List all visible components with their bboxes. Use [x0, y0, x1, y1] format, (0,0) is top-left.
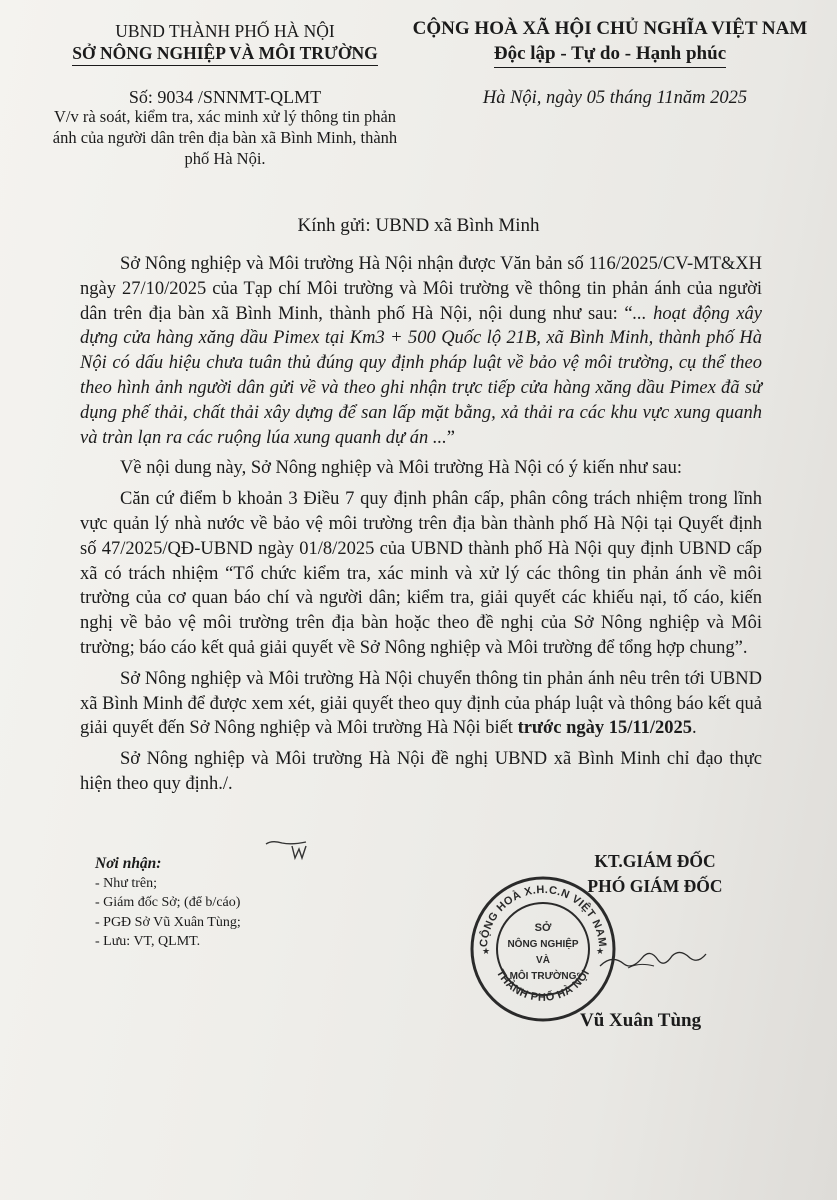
recipient-item: - Giám đốc Sở; (để b/cáo) [95, 895, 241, 910]
signature-authority: KT.GIÁM ĐỐC [594, 851, 716, 871]
recipients-label: Nơi nhận: [95, 855, 162, 872]
paragraph-2: Về nội dung này, Sở Nông nghiệp và Môi trường Hà Nội có ý kiến như sau: [120, 458, 683, 479]
country-name: CỘNG HOÀ XÃ HỘI CHỦ NGHĨA VIỆT NAM [412, 18, 808, 39]
stamp-outer-text: CỘNG HOÀ X.H.C.N VIỆT NAM [477, 883, 609, 948]
document-subject: V/v rà soát, kiểm tra, xác minh xử lý thông tin phản ánh của người dân trên địa bàn xã Bình Minh, thành phố Hà Nội. [52, 107, 398, 168]
issue-date: Hà Nội, ngày 05 tháng 11năm 2025 [482, 88, 748, 108]
greeting: Kính gửi: UBND xã Bình Minh [297, 215, 540, 236]
recipient-item: - Lưu: VT, QLMT. [95, 934, 201, 949]
stamp-line-1: SỞ [534, 922, 552, 934]
quote-close: ” [446, 427, 455, 448]
stamp-star-left-icon: ★ [482, 947, 491, 957]
recipients-block [95, 854, 395, 952]
letter-body [80, 252, 762, 797]
paragraph-4-lead: Sở Nông nghiệp và Môi trường Hà Nội chuyển thông tin phản ánh nêu trên tới UBND xã Bình Minh để được xem xét, giải quyết theo quy định của pháp luật và thông báo kết quả giải quyết đến Sở Nông nghiệp và Môi trường Hà Nội biết [80, 668, 762, 739]
signer-name: Vũ Xuân Tùng [580, 1010, 702, 1031]
national-title-block [410, 16, 810, 68]
paragraph-1-lead: Sở Nông nghiệp và Môi trường Hà Nội nhận được Văn bản số 116/2025/CV-MT&XH ngày 27/10/2025 của Tạp chí Môi trường và Môi trường về thông tin phản ánh của người dân trên địa bàn xã Bình Minh, thành phố Hà Nội, nội dung như sau: “ [80, 254, 762, 324]
recipient-item: - Như trên; [95, 875, 158, 891]
deadline: trước ngày 15/11/2025 [517, 718, 693, 739]
stamp-line-4: MÔI TRƯỜNG [509, 971, 577, 982]
reference-number: Số: 9034 /SNNMT-QLMT [128, 87, 322, 107]
signature-title: PHÓ GIÁM ĐỐC [587, 876, 723, 896]
issuer-name: SỞ NÔNG NGHIỆP VÀ MÔI TRƯỜNG [72, 42, 377, 66]
issuer-block [40, 20, 410, 66]
paragraph-1 [80, 252, 762, 450]
paragraph-5: Sở Nông nghiệp và Môi trường Hà Nội đề nghị UBND xã Bình Minh chỉ đạo thực hiện theo quy định./. [80, 749, 762, 794]
stamp-bottom-text: THÀNH PHỐ HÀ NỘI [493, 967, 593, 1004]
paragraph-4-end: . [692, 718, 697, 739]
recipient-item: - PGĐ Sở Vũ Xuân Tùng; [95, 914, 241, 930]
official-stamp [468, 874, 618, 1024]
quoted-report: ... hoạt động xây dựng cửa hàng xăng dầu Pimex tại Km3 + 500 Quốc lộ 21B, xã Bình Minh, thành phố Hà Nội có dấu hiệu chưa tuân thủ đúng quy định pháp luật về bảo vệ môi trường, cụ thể theo theo hình ảnh người dân gửi về và theo ghi nhận trực tiếp cửa hàng xăng dầu Pimex đã sử dụng phế thải, chất thải xây dựng để san lấp mặt bằng, xả thải ra các khu vực xung quanh và tràn lạn ra các ruộng lúa xung quanh dự án ... [80, 303, 763, 448]
paragraph-3: Căn cứ điểm b khoản 3 Điều 7 quy định phân cấp, phân công trách nhiệm trong lĩnh vực quản lý nhà nước về bảo vệ môi trường trên địa bàn thành phố Hà Nội tại Quyết định số 47/2025/QĐ-UBND ngày 01/8/2025 của UBND thành phố Hà Nội quy định UBND cấp xã có trách nhiệm “Tổ chức kiểm tra, xác minh và xử lý các thông tin phản ánh về môi trường của cơ quan báo chí và người dân; kiểm tra, giải quyết các khiếu nại, tố cáo, kiến nghị về bảo vệ môi trường trên địa bàn hoặc theo đề nghị của Sở Nông nghiệp và Môi trường; báo cáo kết quả giải quyết về Sở Nông nghiệp và Môi trường để tổng hợp chung”. [80, 489, 762, 658]
stamp-star-right-icon: ★ [596, 947, 605, 957]
paragraph-4 [80, 667, 762, 741]
issuer-parent: UBND THÀNH PHỐ HÀ NỘI [115, 21, 335, 41]
national-motto: Độc lập - Tự do - Hạnh phúc [494, 41, 726, 68]
stamp-line-3: VÀ [536, 955, 550, 966]
stamp-line-2: NÔNG NGHIỆP [507, 939, 579, 950]
